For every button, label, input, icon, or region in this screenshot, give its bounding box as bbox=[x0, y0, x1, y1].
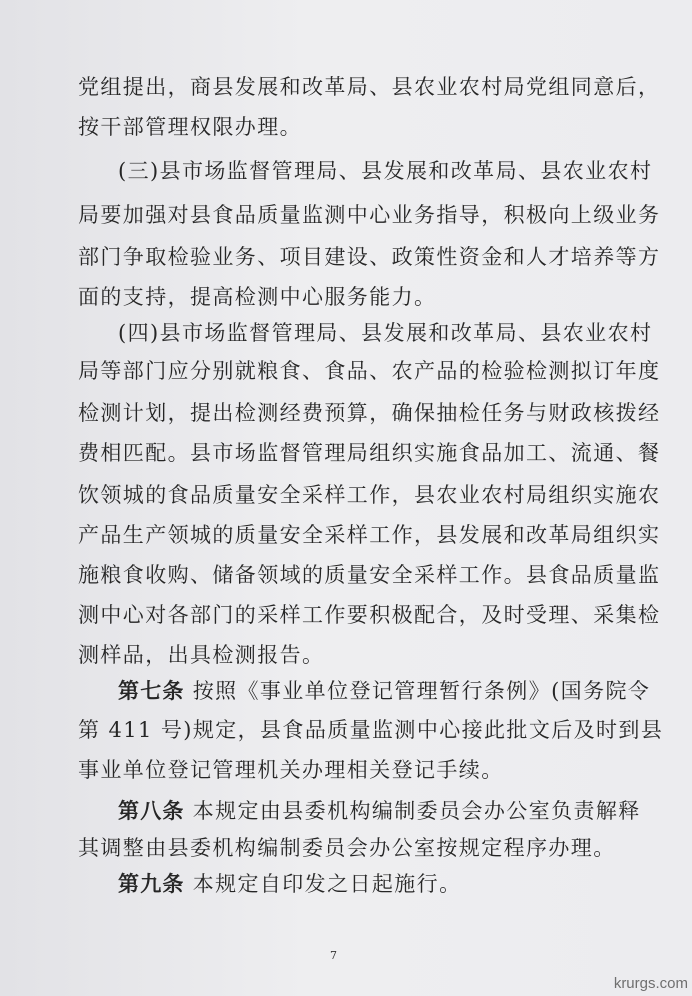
article-line: 第八条 本规定由县委机构编制委员会办公室负责解释 bbox=[118, 798, 641, 823]
body-line: 测中心对各部门的采样工作要积极配合，及时受理、采集检 bbox=[78, 603, 661, 627]
article-heading: 第八条 bbox=[118, 798, 185, 823]
body-line: 费相匹配。县市场监督管理局组织实施食品加工、流通、餐 bbox=[78, 441, 661, 465]
body-line: 按干部管理权限办理。 bbox=[78, 115, 302, 139]
body-line: 施粮食收购、储备领域的质量安全采样工作。县食品质量监 bbox=[78, 563, 661, 587]
article-line: 第九条 本规定自印发之日起施行。 bbox=[118, 871, 462, 896]
body-line: (四)县市场监督管理局、县发展和改革局、县农业农村 bbox=[118, 321, 653, 345]
body-line: (三)县市场监督管理局、县发展和改革局、县农业农村 bbox=[118, 159, 653, 183]
body-line: 局要加强对县食品质量监测中心业务指导，积极向上级业务 bbox=[78, 203, 661, 227]
body-line: 测样品，出具检测报告。 bbox=[78, 643, 325, 667]
body-line: 检测计划，提出检测经费预算，确保抽检任务与财政核拨经 bbox=[78, 401, 661, 425]
body-line: 其调整由县委机构编制委员会办公室按规定程序办理。 bbox=[78, 836, 616, 860]
body-line: 事业单位登记管理机关办理相关登记手续。 bbox=[78, 758, 504, 782]
body-line: 第 411 号)规定，县食品质量监测中心接此批文后及时到县 bbox=[78, 718, 664, 742]
page-number: 7 bbox=[330, 949, 337, 962]
body-line: 面的支持，提高检测中心服务能力。 bbox=[78, 285, 437, 309]
body-line: 饮领城的食品质量安全采样工作，县农业农村局组织实施农 bbox=[78, 483, 661, 507]
body-line: 局等部门应分别就粮食、食品、农产品的检验检测拟订年度 bbox=[78, 359, 661, 383]
article-line: 第七条 按照《事业单位登记管理暂行条例》(国务院令 bbox=[118, 678, 651, 703]
body-line: 党组提出，商县发展和改革局、县农业农村局党组同意后， bbox=[78, 75, 661, 99]
body-line: 部门争取检验业务、项目建设、政策性资金和人才培养等方 bbox=[78, 245, 661, 269]
article-heading: 第七条 bbox=[118, 678, 185, 703]
article-heading: 第九条 bbox=[118, 871, 185, 896]
watermark: krurgs.com bbox=[613, 975, 688, 992]
body-line: 产品生产领城的质量安全采样工作，县发展和改革局组织实 bbox=[78, 523, 661, 547]
